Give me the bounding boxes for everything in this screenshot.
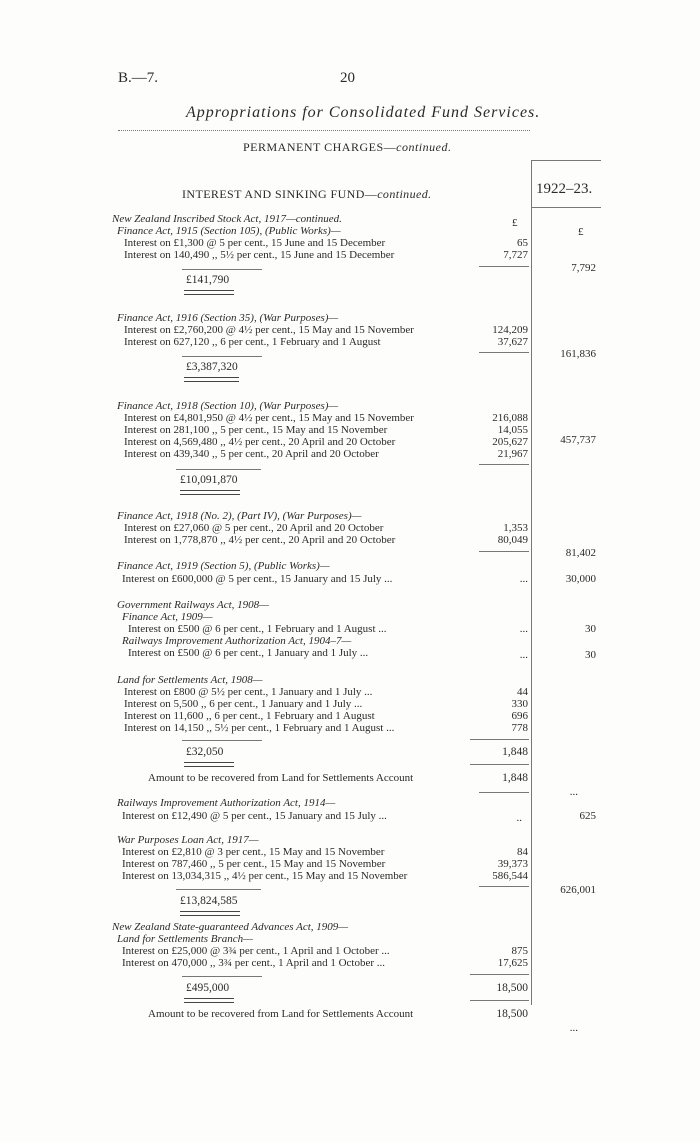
amount: 696 [511,710,528,722]
interest-line: Interest on 5,500 ,, 6 per cent., 1 January and 1 July ... [124,698,363,710]
capital-total: £495,000 [186,982,230,994]
year-total: ... [569,1022,578,1034]
capital-total: £141,790 [186,274,230,286]
report-reference: B.—7. [118,70,159,86]
subtitle: PERMANENT CHARGES—continued. [243,140,452,154]
amount: 21,967 [497,448,528,460]
act-subheading: Land for Settlements Branch— [117,933,253,945]
act-heading-fa1916: Finance Act, 1916 (Section 35), (War Purposes)— [117,312,339,324]
act-heading-lfs: Land for Settlements Act, 1908— [117,674,263,686]
year-total: 30,000 [565,573,596,585]
interest-line: Interest on 439,340 ,, 5 per cent., 20 April and 20 October [124,448,379,460]
interest-line: Interest on 787,460 ,, 5 per cent., 15 May and 15 November [122,858,386,870]
amount: 14,055 [497,424,528,436]
subtotal: 18,500 [496,982,528,994]
amount: 17,625 [497,957,528,969]
capital-total: £32,050 [186,746,224,758]
capital-total: £10,091,870 [180,474,238,486]
act-heading-fa1918: Finance Act, 1918 (Section 10), (War Purposes)— [117,400,339,412]
interest-line: Interest on £25,000 @ 3¾ per cent., 1 April and 1 October ... [122,945,390,957]
amount: ... [519,623,528,635]
column-divider [531,160,532,1005]
act-heading-ria1914: Railways Improvement Authorization Act, 1914— [117,797,336,809]
interest-line: Interest on 4,569,480 ,, 4½ per cent., 20 April and 20 October [124,436,396,448]
act-heading-nzsg: New Zealand State-guaranteed Advances Act, 1909— [112,921,349,933]
year-total: ... [569,786,578,798]
interest-line: Interest on 14,150 ,, 5½ per cent., 1 February and 1 August ... [124,722,395,734]
year-total: 30 [585,649,596,661]
interest-line: Interest on £500 @ 6 per cent., 1 January and 1 July ... [128,647,369,659]
interest-line: Interest on 281,100 ,, 5 per cent., 15 May and 15 November [124,424,388,436]
amount: 205,627 [492,436,528,448]
interest-line: Interest on £2,810 @ 3 per cent., 15 May and 15 November [122,846,385,858]
year-total: 30 [585,623,596,635]
interest-line: Interest on 140,490 ,, 5½ per cent., 15 June and 15 December [124,249,395,261]
act-heading-fa1918-no2: Finance Act, 1918 (No. 2), (Part IV), (War Purposes)— [117,510,362,522]
amount: 778 [511,722,528,734]
act-subheading: Finance Act, 1909— [122,611,213,623]
amount: 586,544 [492,870,528,882]
amount: 875 [511,945,528,957]
year-total: 161,836 [560,348,596,360]
pound-sign: £ [512,217,518,229]
interest-line: Interest on 1,778,870 ,, 4½ per cent., 20 April and 20 October [124,534,396,546]
pound-sign-year: £ [578,226,584,238]
amount: 44 [517,686,528,698]
recovery-amount: 1,848 [502,772,528,784]
act-heading-gra: Government Railways Act, 1908— [117,599,269,611]
amount: 124,209 [492,324,528,336]
amount: 330 [511,698,528,710]
interest-line: Interest on 13,034,315 ,, 4½ per cent., 15 May and 15 November [122,870,408,882]
amount: .. [516,812,522,824]
interest-line: Interest on £1,300 @ 5 per cent., 15 June and 15 December [124,237,386,249]
year-total: 457,737 [560,434,596,446]
year-total: 7,792 [571,262,596,274]
amount: 65 [517,237,528,249]
amount: ... [519,649,528,661]
interest-line: Interest on 470,000 ,, 3¾ per cent., 1 April and 1 October ... [122,957,386,969]
interest-line: Interest on £4,801,950 @ 4½ per cent., 15 May and 15 November [124,412,414,424]
amount: 216,088 [492,412,528,424]
interest-line: Interest on £800 @ 5½ per cent., 1 January and 1 July ... [124,686,373,698]
year-column-header: 1922–23. [536,181,593,197]
act-heading-wpl: War Purposes Loan Act, 1917— [117,834,259,846]
interest-line: Interest on £500 @ 6 per cent., 1 February and 1 August ... [128,623,387,635]
amount: ... [519,573,528,585]
amount: 39,373 [497,858,528,870]
interest-line: Interest on £600,000 @ 5 per cent., 15 January and 15 July ... [122,573,393,585]
act-heading-nz-inscribed: New Zealand Inscribed Stock Act, 1917—continued. [112,213,342,225]
act-heading-fa1919: Finance Act, 1919 (Section 5), (Public Works)— [117,560,330,572]
capital-total: £3,387,320 [186,361,238,373]
amount: 7,727 [503,249,528,261]
amount: 37,627 [497,336,528,348]
amount: 84 [517,846,528,858]
page-title: Appropriations for Consolidated Fund Services. [186,104,541,121]
recovery-line: Amount to be recovered from Land for Settlements Account [148,1008,414,1020]
interest-line: Interest on £2,760,200 @ 4½ per cent., 15 May and 15 November [124,324,414,336]
subtotal: 1,848 [502,746,528,758]
interest-line: Interest on £27,060 @ 5 per cent., 20 April and 20 October [124,522,384,534]
interest-line: Interest on 11,600 ,, 6 per cent., 1 February and 1 August [124,710,375,722]
act-subheading: Railways Improvement Authorization Act, 1904–7— [122,635,352,647]
amount: 1,353 [503,522,528,534]
year-total: 81,402 [565,547,596,559]
capital-total: £13,824,585 [180,895,238,907]
interest-line: Interest on 627,120 ,, 6 per cent., 1 February and 1 August [124,336,381,348]
interest-line: Interest on £12,490 @ 5 per cent., 15 January and 15 July ... [122,810,387,822]
recovery-line: Amount to be recovered from Land for Settlements Account [148,772,414,784]
section-heading: INTEREST AND SINKING FUND—continued. [182,187,432,201]
recovery-amount: 18,500 [496,1008,528,1020]
page-number: 20 [340,70,355,86]
year-total: 626,001 [560,884,596,896]
amount: 80,049 [497,534,528,546]
year-total: 625 [579,810,596,822]
act-heading-fa1915: Finance Act, 1915 (Section 105), (Public Works)— [117,225,341,237]
